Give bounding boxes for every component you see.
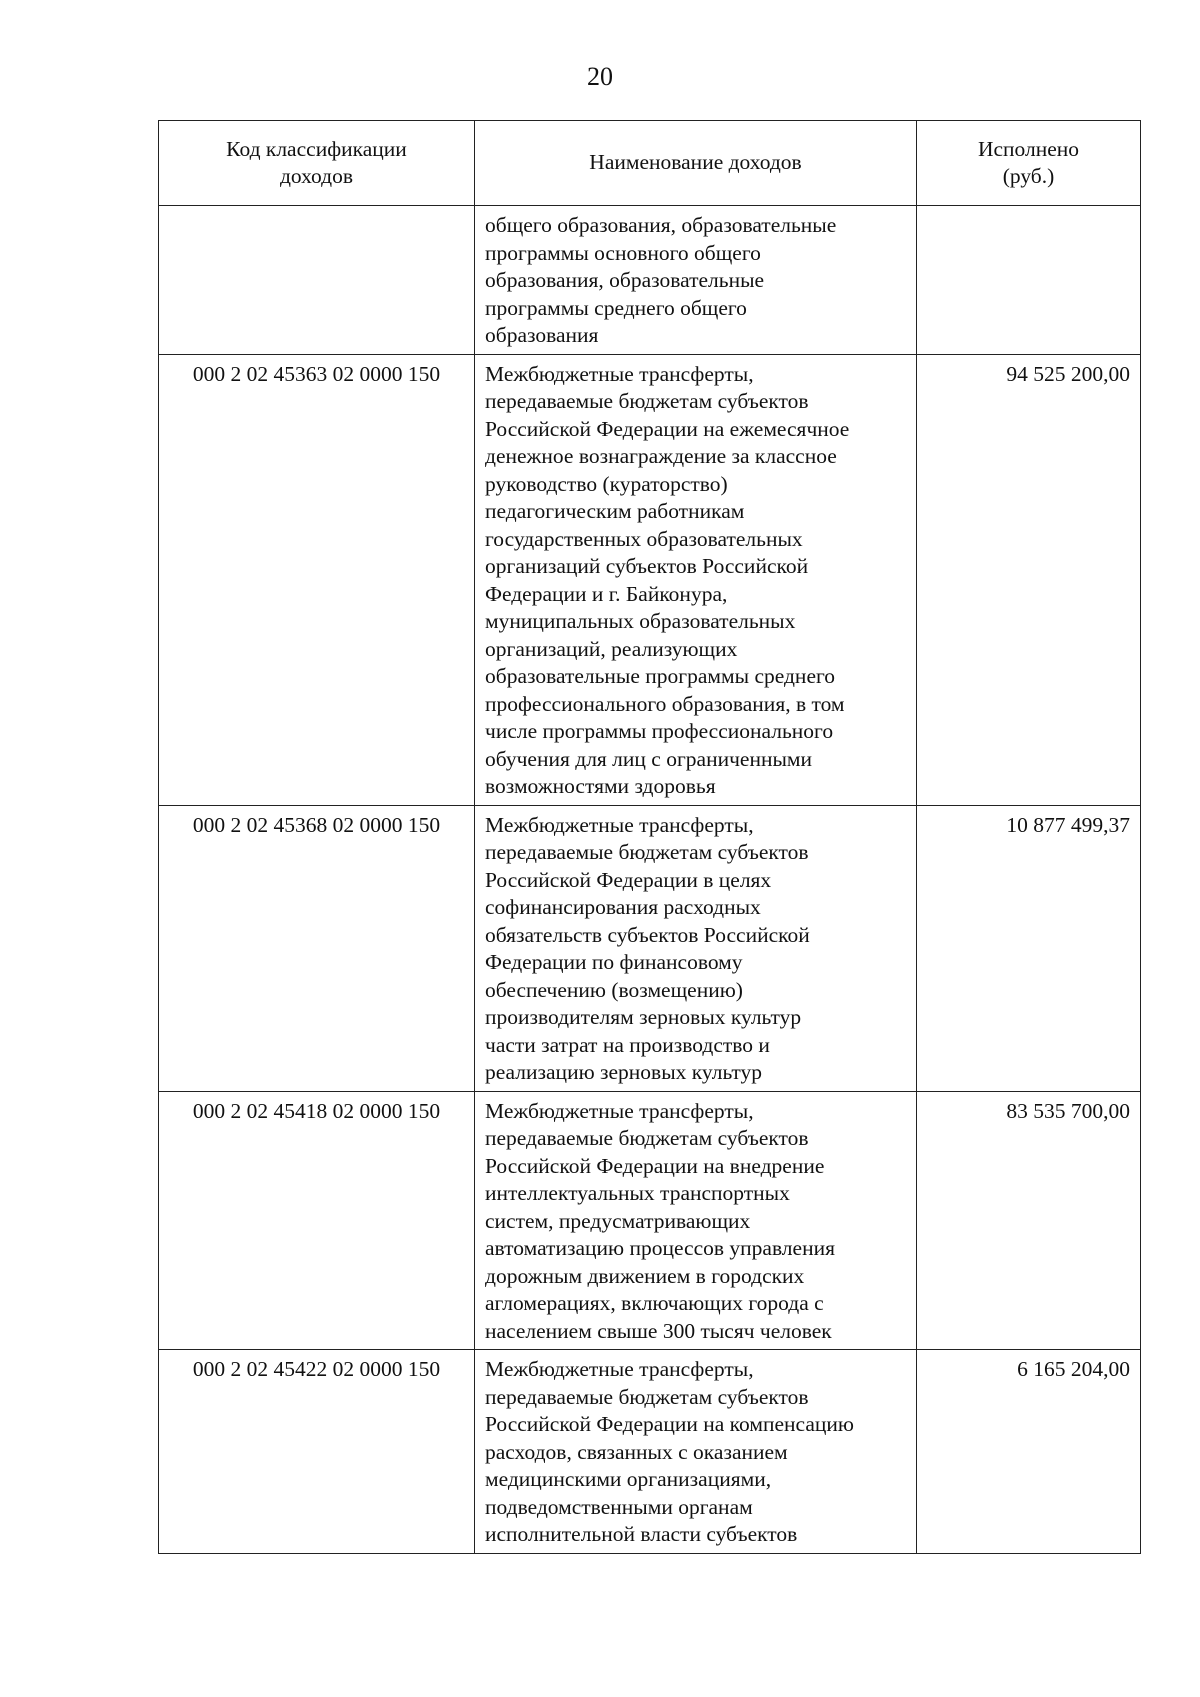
header-name <box>475 121 917 206</box>
income-name-line: денежное вознаграждение за классное <box>485 444 837 468</box>
header-code <box>159 121 475 206</box>
income-name-line: Межбюджетные трансферты, <box>485 361 754 386</box>
page-number: 20 <box>587 62 613 91</box>
income-name-line: передаваемые бюджетам субъектов <box>485 840 809 864</box>
income-name-line: Российской Федерации на внедрение <box>485 1153 825 1178</box>
income-name-line: населением свыше 300 тысяч человек <box>485 1318 832 1343</box>
classification-code: 000 2 02 45422 02 0000 150 <box>159 1350 475 1554</box>
income-name-line: систем, предусматривающих <box>485 1208 751 1233</box>
income-name-line: агломерациях, включающих города с <box>485 1291 824 1315</box>
income-name-line: общего образования, образовательные <box>485 213 837 237</box>
classification-code: 000 2 02 45418 02 0000 150 <box>159 1091 475 1350</box>
income-name-line: программы основного общего <box>485 240 761 265</box>
income-name-line: производителям зерновых культур <box>485 1005 802 1029</box>
income-name-line: подведомственными органам <box>485 1494 753 1519</box>
income-name-line: образования, образовательные <box>485 268 765 292</box>
classification-code <box>159 206 475 355</box>
income-name-line: части затрат на производство и <box>485 1032 770 1057</box>
executed-amount: 94 525 200,00 <box>917 354 1141 805</box>
income-name-line: расходов, связанных с оказанием <box>485 1439 788 1464</box>
table-row <box>159 354 1141 805</box>
income-name-line: передаваемые бюджетам субъектов <box>485 1126 809 1150</box>
income-name-line: Межбюджетные трансферты, <box>485 812 754 837</box>
income-name-line: автоматизацию процессов управления <box>485 1236 835 1260</box>
income-name-line: муниципальных образовательных <box>485 609 796 633</box>
income-name-line: руководство (кураторство) <box>485 471 728 496</box>
income-name-line: передаваемые бюджетам субъектов <box>485 1384 809 1409</box>
income-name-line: медицинскими организациями, <box>485 1467 772 1491</box>
header-code-line: Код классификации <box>226 136 407 161</box>
income-name-line: Российской Федерации на ежемесячное <box>485 416 850 441</box>
income-name-line: исполнительной власти субъектов <box>485 1522 798 1546</box>
income-name-line: дорожным движением в городских <box>485 1263 805 1288</box>
income-name-line: программы среднего общего <box>485 295 747 320</box>
header-amount-line: (руб.) <box>1002 164 1055 188</box>
executed-amount <box>917 206 1141 355</box>
header-amount <box>917 121 1141 206</box>
income-name-line: передаваемые бюджетам субъектов <box>485 389 809 413</box>
header-code-line: доходов <box>279 164 354 188</box>
income-name-line: организаций субъектов Российской <box>485 554 809 578</box>
executed-amount: 10 877 499,37 <box>917 805 1141 1091</box>
income-name <box>475 1091 917 1350</box>
income-name-line: государственных образовательных <box>485 526 803 551</box>
executed-amount: 6 165 204,00 <box>917 1350 1141 1554</box>
income-name-line: Российской Федерации в целях <box>485 867 772 892</box>
classification-code: 000 2 02 45368 02 0000 150 <box>159 805 475 1091</box>
income-name <box>475 206 917 355</box>
table-row <box>159 1350 1141 1554</box>
income-name-line: профессионального образования, в том <box>485 691 845 716</box>
income-name-line: возможностями здоровья <box>485 774 716 798</box>
header-name-line: Наименование доходов <box>589 150 802 175</box>
income-name-line: образования <box>485 323 599 347</box>
income-name-line: интеллектуальных транспортных <box>485 1181 790 1205</box>
income-name-line: обучения для лиц с ограниченными <box>485 746 813 771</box>
income-name-line: организаций, реализующих <box>485 636 738 661</box>
executed-amount: 83 535 700,00 <box>917 1091 1141 1350</box>
income-name-line: числе программы профессионального <box>485 719 834 743</box>
table-row <box>159 805 1141 1091</box>
income-name <box>475 354 917 805</box>
income-name-line: Федерации по финансовому <box>485 950 743 974</box>
table-row <box>159 206 1141 355</box>
income-name-line: обязательств субъектов Российской <box>485 922 810 947</box>
income-name <box>475 805 917 1091</box>
table-row <box>159 1091 1141 1350</box>
income-name-line: образовательные программы среднего <box>485 664 836 688</box>
income-table <box>158 120 1141 1554</box>
income-name-line: педагогическим работникам <box>485 499 745 523</box>
income-name-line: софинансирования расходных <box>485 895 761 919</box>
income-name <box>475 1350 917 1554</box>
income-name-line: Федерации и г. Байконура, <box>485 581 728 606</box>
income-name-line: реализацию зерновых культур <box>485 1060 763 1084</box>
table-header-row <box>159 121 1141 206</box>
income-name-line: обеспечению (возмещению) <box>485 977 743 1002</box>
income-name-line: Российской Федерации на компенсацию <box>485 1412 854 1436</box>
header-amount-line: Исполнено <box>977 136 1080 161</box>
income-name-line: Межбюджетные трансферты, <box>485 1357 754 1381</box>
income-name-line: Межбюджетные трансферты, <box>485 1098 754 1123</box>
classification-code: 000 2 02 45363 02 0000 150 <box>159 354 475 805</box>
